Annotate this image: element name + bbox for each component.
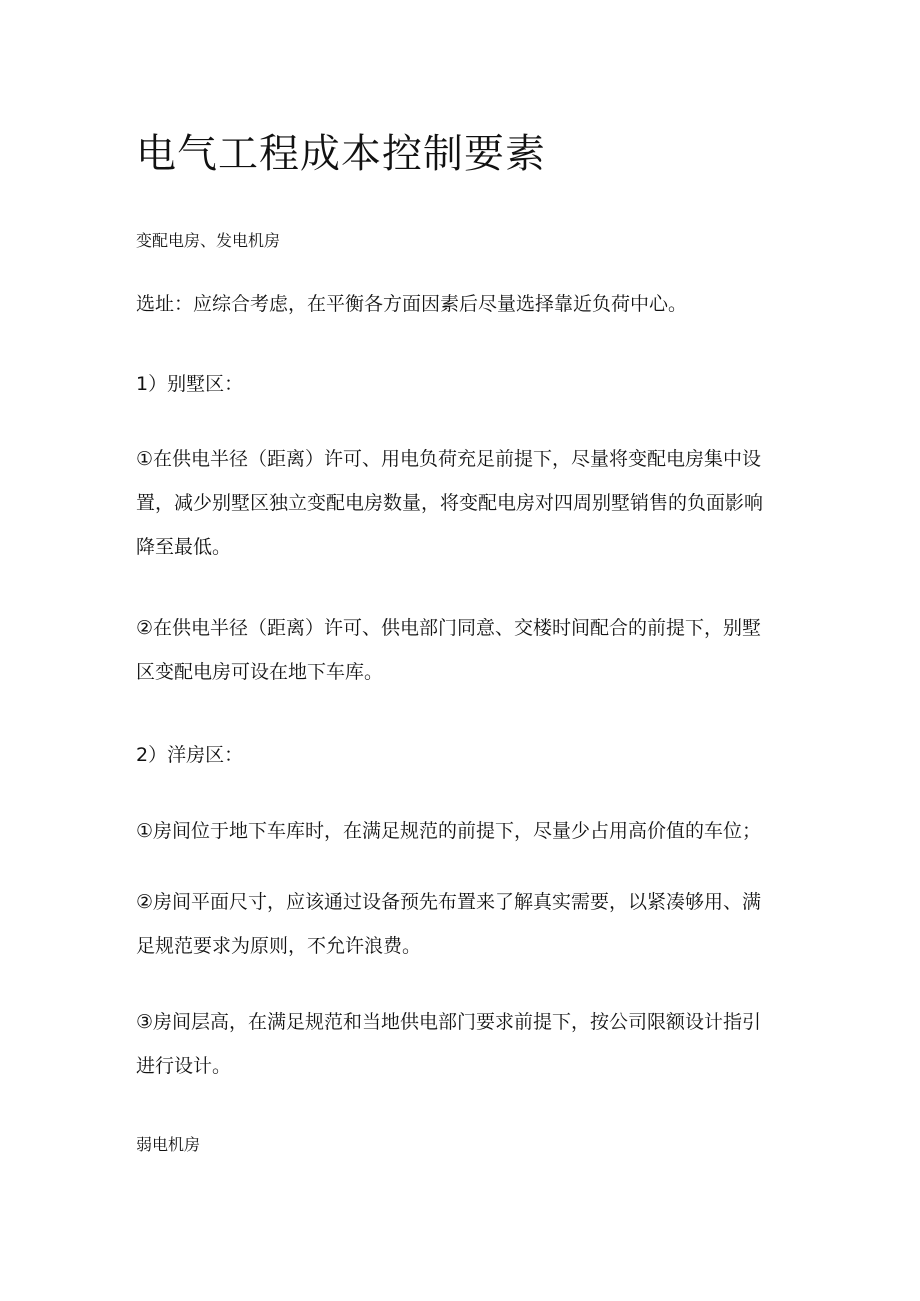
section-heading-weak-current-room: 弱电机房	[136, 1135, 201, 1154]
list-item-villa-2	[136, 606, 796, 694]
document-title: 电气工程成本控制要素	[136, 131, 546, 177]
paragraph-site-selection	[136, 282, 796, 326]
text-line: 区变配电房可设在地下车库。	[136, 661, 384, 683]
text-line: 进行设计。	[136, 1055, 232, 1077]
section-heading-substation: 变配电房、发电机房	[136, 231, 281, 250]
subheading-western-house-area	[136, 733, 796, 777]
text-line: 置，减少别墅区独立变配电房数量，将变配电房对四周别墅销售的负面影响	[136, 492, 764, 514]
text-line: ①房间位于地下车库时，在满足规范的前提下，尽量少占用高价值的车位；	[136, 820, 762, 842]
text-line: 1）别墅区：	[136, 373, 244, 395]
text-line: 选址：应综合考虑，在平衡各方面因素后尽量选择靠近负荷中心。	[136, 293, 688, 315]
list-item-villa-1	[136, 437, 796, 569]
subheading-villa-area	[136, 362, 796, 406]
text-line: 足规范要求为原则，不允许浪费。	[136, 935, 422, 957]
text-line: ②房间平面尺寸，应该通过设备预先布置来了解真实需要，以紧凑够用、满	[136, 891, 762, 913]
text-line: ①在供电半径（距离）许可、用电负荷充足前提下，尽量将变配电房集中设	[136, 448, 762, 470]
list-item-western-1	[136, 809, 796, 853]
list-item-western-2	[136, 880, 796, 968]
text-line: 降至最低。	[136, 536, 232, 558]
text-line: 2）洋房区：	[136, 744, 244, 766]
text-line: ②在供电半径（距离）许可、供电部门同意、交楼时间配合的前提下，别墅	[136, 617, 762, 639]
list-item-western-3	[136, 1000, 796, 1088]
text-line: ③房间层高，在满足规范和当地供电部门要求前提下，按公司限额设计指引	[136, 1011, 762, 1033]
